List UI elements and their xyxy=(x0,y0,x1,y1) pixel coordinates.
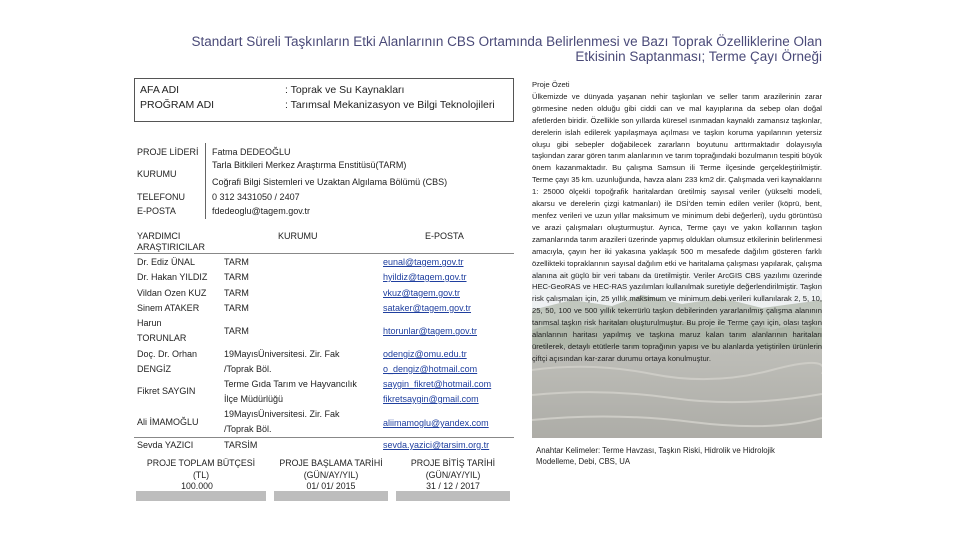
phone-label: TELEFONU xyxy=(137,192,186,202)
researcher-institution: TARM xyxy=(224,288,249,298)
leader-divider xyxy=(205,143,206,219)
researcher-email-link[interactable]: odengiz@omu.edu.tr xyxy=(383,349,467,359)
researcher-name: Sinem ATAKER xyxy=(137,303,200,313)
researcher-name: Doç. Dr. Orhan xyxy=(137,349,198,359)
phone-value: 0 312 3431050 / 2407 xyxy=(212,192,300,202)
researcher-email-link[interactable]: sevda.yazici@tarsim.org.tr xyxy=(383,440,490,450)
researcher-email-link[interactable]: eunal@tagem.gov.tr xyxy=(383,257,464,267)
researcher-name: Sevda YAZICI xyxy=(137,440,194,450)
afa-value: : Toprak ve Su Kaynakları xyxy=(285,84,405,96)
researcher-email-link[interactable]: sataker@tagem.gov.tr xyxy=(383,303,472,313)
researcher-email-link[interactable]: o_dengiz@hotmail.com xyxy=(383,364,478,374)
researcher-name: Dr. Hakan YILDIZ xyxy=(137,272,208,282)
researcher-email-link[interactable]: htorunlar@tagem.gov.tr xyxy=(383,326,478,336)
program-value: : Tarımsal Mekanizasyon ve Bilgi Teknolojileri xyxy=(285,99,495,111)
leader-value: Fatma DEDEOĞLU xyxy=(212,147,291,157)
researcher-name: TORUNLAR xyxy=(137,333,187,343)
leader-label: PROJE LİDERİ xyxy=(137,147,199,157)
table-rule xyxy=(134,437,514,438)
researcher-institution: 19MayısÜniversitesi. Zir. Fak xyxy=(224,349,340,359)
researchers-header-line2: ARAŞTIRICILAR xyxy=(137,242,206,252)
researcher-institution: 19MayısÜniversitesi. Zir. Fak xyxy=(224,409,340,419)
end-date-format: (GÜN/AY/YIL) xyxy=(425,469,481,480)
program-label: PROĞRAM ADI xyxy=(140,99,215,111)
researcher-email-link[interactable]: fikretsaygin@gmail.com xyxy=(383,394,479,404)
researcher-institution: /Toprak Böl. xyxy=(224,424,272,434)
institution-label: KURUMU xyxy=(137,169,177,179)
start-date-block xyxy=(268,458,394,493)
researcher-name: DENGİZ xyxy=(137,364,172,374)
researcher-name: Ali İMAMOĞLU xyxy=(137,417,199,427)
budget-unit: (TL) xyxy=(192,469,210,480)
researchers-header-email: E-POSTA xyxy=(425,231,464,241)
institution-line2: Coğrafi Bilgi Sistemleri ve Uzaktan Algılama Bölümü (CBS) xyxy=(212,177,448,187)
start-date-format: (GÜN/AY/YIL) xyxy=(303,469,359,480)
researcher-email-link[interactable]: vkuz@tagem.gov.tr xyxy=(383,288,460,298)
end-date-value: 31 / 12 / 2017 xyxy=(426,481,480,491)
researcher-name: Dr. Ediz ÜNAL xyxy=(137,257,196,267)
page-title: Standart Süreli Taşkınların Etki Alanlarının CBS Ortamında Belirlenmesi ve Bazı Toprak Özelliklerine Olan Etkisinin Saptanması; Terme Çayı Örneği xyxy=(191,34,822,64)
afa-label: AFA ADI xyxy=(140,84,180,96)
budget-label: PROJE TOPLAM BÜTÇESİ xyxy=(146,458,256,468)
researcher-institution: TARM xyxy=(224,303,249,313)
abstract-heading: Proje Özeti xyxy=(532,80,570,89)
abstract-body: Ülkemizde ve dünyada yaşanan nehir taşkınları ve seller tarım arazilerinin zarar görmesine neden olduğu gibi ciddi can ve mal kayıplarına da sebep olan doğal afetlerden biridir. Özellikle son yıllarda küresel ısınmadan kaynaklı zamansız taşkınlar, derelerin islah edilerek yapılaşmaya açılması ve taşkın koruma yapılarının yetersiz oluşu gibi sebepler doğabilecek zararların boyutunu arttırmaktadır dolayısıyla taşkından zarar gören tarım alanlarının ve tarım toprağındaki bozulmanın tespiti büyük önem kazanmaktadır. Bu çalışma Samsun ili Terme ilçesinde gerçekleştirilmiştir. Terme çayı 35 km. uzunluğunda, havza alanı 233 km2 dir. Çalışmada veri kaynaklarını 1: 25000 ölçekli topoğrafik haritalardan üretilmiş sayısal veriler (yükselti modeli, akarsu ve derelerin çizgi katmanları) ile DSİ'den temin edilen veriler (köprü, bent, menfez verileri ve uzun yıllar maksimum ve minimum debi değerleri), uydu görüntüsü ve arazi çalışmaları oluşturmuştur. Ayrıca, Terme çayı ve yakın kollarının taşkın zamanlarında tarım arazileri üzerinde yapmış oldukları olumsuz etkilerinin belirlenmesi amacıyla, çayın her iki yakasına yaklaşık 500 m mesafede dağılım gösteren farklı özellikteki topraklarının sayısal dağılım etki ve haritalama çalışması yapılarak, çalışma alanına ait güçlü bir veri tabanı da üretilmiştir. Veriler ArcGIS CBS yazılımı üzerinde HEC-GeoRAS ve HEC-RAS yazılımları kullanılmak suretiyle değerlendirilmiştir. Taşkın risk çalışmaları için, 25 yıllık maksimum ve minimum debi verileri kullanılarak 2, 5, 10, 25, 50, 100 ve 500 yıllık tekerrürlü taşkın debilerinden yararlanılmış çalışma alanının tarımsal taşkın risk haritaları oluşturulmuştur. Bu proje ile Terme çayı için, olası taşkın alanlarının haritası yapılmış ve taşkına maruz kalan tarım alanlarının haritaları üretilerek, detaylı etütlerle tarım toprağının yapısı ve bu alanlarda yetiştirilen ürünlerin çiftçi açısından kar-zarar durumu ortaya konulmuştur. xyxy=(532,91,822,363)
end-date-bar xyxy=(396,491,510,501)
program-info-box xyxy=(134,78,514,122)
project-abstract xyxy=(532,79,822,474)
budget-block xyxy=(136,458,266,493)
email-label: E-POSTA xyxy=(137,206,176,216)
researcher-institution: TARM xyxy=(224,257,249,267)
researchers-header-line1: YARDIMCI xyxy=(137,231,181,241)
end-date-block xyxy=(392,458,514,493)
researcher-institution: İlçe Müdürlüğü xyxy=(224,394,284,404)
researcher-institution: Terme Gıda Tarım ve Hayvancılık xyxy=(224,379,357,389)
researcher-email-link[interactable]: hyildiz@tagem.gov.tr xyxy=(383,272,467,282)
researcher-institution: /Toprak Böl. xyxy=(224,364,272,374)
budget-value: 100.000 xyxy=(181,481,213,491)
keywords: Anahtar Kelimeler: Terme Havzası, Taşkın Riski, Hidrolik ve Hidrolojik Modelleme, Debi, CBS, UA xyxy=(536,446,775,466)
researcher-email-link[interactable]: aliimamoglu@yandex.com xyxy=(383,418,489,428)
researcher-name: Fikret SAYGIN xyxy=(137,386,196,396)
researcher-name: Vildan Ozen KUZ xyxy=(137,288,207,298)
researcher-email-link[interactable]: saygin_fikret@hotmail.com xyxy=(383,379,492,389)
researchers-header-institution: KURUMU xyxy=(278,231,318,241)
start-date-bar xyxy=(274,491,388,501)
researcher-institution: TARM xyxy=(224,326,249,336)
start-date-label: PROJE BAŞLAMA TARİHİ xyxy=(279,458,383,468)
budget-value-bar xyxy=(136,491,266,501)
table-rule xyxy=(134,253,514,254)
researcher-institution: TARSİM xyxy=(224,440,258,450)
end-date-label: PROJE BİTİŞ TARİHİ xyxy=(410,458,496,468)
institution-line1: Tarla Bitkileri Merkez Araştırma Enstitüsü(TARM) xyxy=(212,160,407,170)
researcher-name: Harun xyxy=(137,318,162,328)
researcher-institution: TARM xyxy=(224,272,249,282)
start-date-value: 01/ 01/ 2015 xyxy=(306,481,356,491)
email-value: fdedeoglu@tagem.gov.tr xyxy=(212,206,311,216)
